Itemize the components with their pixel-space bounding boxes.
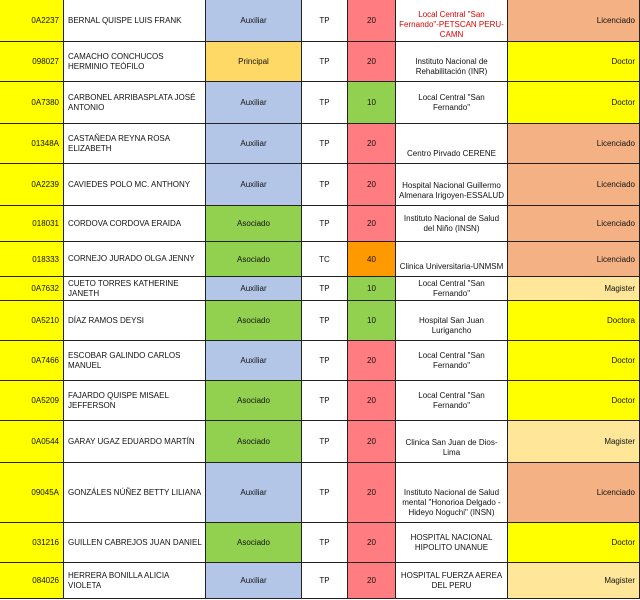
condition-cell: TP <box>302 124 348 164</box>
hours-cell: 40 <box>348 242 396 277</box>
category-cell: Asociado <box>206 206 302 242</box>
institution-cell: Hospital San Juan Lurigancho <box>396 301 508 341</box>
condition-cell: TP <box>302 421 348 463</box>
name-cell: CORDOVA CORDOVA ERAIDA <box>64 206 206 242</box>
table-row <box>0 341 640 381</box>
code-cell: 084026 <box>0 563 64 599</box>
name-cell: CARBONEL ARRIBASPLATA JOSÉ ANTONIO <box>64 82 206 124</box>
hours-cell: 20 <box>348 381 396 421</box>
hours-cell: 20 <box>348 421 396 463</box>
condition-cell: TP <box>302 381 348 421</box>
table-row <box>0 277 640 301</box>
condition-cell: TP <box>302 523 348 563</box>
table-row <box>0 242 640 277</box>
category-cell: Auxiliar <box>206 463 302 523</box>
category-cell: Asociado <box>206 523 302 563</box>
code-cell: 0A7632 <box>0 277 64 301</box>
name-cell: GARAY UGAZ EDUARDO MARTÍN <box>64 421 206 463</box>
code-cell: 098027 <box>0 42 64 82</box>
institution-cell: Instituto Nacional de Salud mental "Honorioa Delgado - Hideyo Noguchi" (INSN) <box>396 463 508 523</box>
grade-cell: Doctor <box>508 523 640 563</box>
code-cell: 0A2237 <box>0 0 64 42</box>
table-row <box>0 42 640 82</box>
grade-cell: Doctor <box>508 82 640 124</box>
institution-cell: Centro Pirvado CERENE <box>396 124 508 164</box>
grade-cell: Licenciado <box>508 0 640 42</box>
institution-cell: Clinica Universitaria-UNMSM <box>396 242 508 277</box>
name-cell: BERNAL QUISPE LUIS FRANK <box>64 0 206 42</box>
condition-cell: TP <box>302 463 348 523</box>
name-cell: CAMACHO CONCHUCOS HERMINIO TEÓFILO <box>64 42 206 82</box>
table-row <box>0 463 640 523</box>
table-row <box>0 124 640 164</box>
condition-cell: TP <box>302 42 348 82</box>
hours-cell: 20 <box>348 463 396 523</box>
institution-cell: Local Central "San Fernando" <box>396 381 508 421</box>
name-cell: GUILLEN CABREJOS JUAN DANIEL <box>64 523 206 563</box>
institution-cell: HOSPITAL NACIONAL HIPOLITO UNANUE <box>396 523 508 563</box>
hours-cell: 20 <box>348 42 396 82</box>
category-cell: Asociado <box>206 242 302 277</box>
name-cell: CASTAÑEDA REYNA ROSA ELIZABETH <box>64 124 206 164</box>
name-cell: FAJARDO QUISPE MISAEL JEFFERSON <box>64 381 206 421</box>
code-cell: 0A7466 <box>0 341 64 381</box>
condition-cell: TP <box>302 82 348 124</box>
code-cell: 09045A <box>0 463 64 523</box>
institution-cell: Hospital Nacional Guillermo Almenara Irigoyen-ESSALUD <box>396 164 508 206</box>
condition-cell: TP <box>302 206 348 242</box>
name-cell: ESCOBAR GALINDO CARLOS MANUEL <box>64 341 206 381</box>
grade-cell: Magister <box>508 277 640 301</box>
institution-cell: HOSPITAL FUERZA AEREA DEL PERU <box>396 563 508 599</box>
name-cell: HERRERA BONILLA ALICIA VIOLETA <box>64 563 206 599</box>
condition-cell: TP <box>302 301 348 341</box>
category-cell: Auxiliar <box>206 124 302 164</box>
name-cell: CUETO TORRES KATHERINE JANETH <box>64 277 206 301</box>
table-row <box>0 301 640 341</box>
condition-cell: TP <box>302 164 348 206</box>
code-cell: 018333 <box>0 242 64 277</box>
condition-cell: TC <box>302 242 348 277</box>
hours-cell: 20 <box>348 523 396 563</box>
grade-cell: Licenciado <box>508 242 640 277</box>
institution-cell: Clinica San Juan de Dios-Lima <box>396 421 508 463</box>
category-cell: Auxiliar <box>206 277 302 301</box>
hours-cell: 20 <box>348 164 396 206</box>
grade-cell: Doctor <box>508 42 640 82</box>
grade-cell: Magister <box>508 421 640 463</box>
grade-cell: Licenciado <box>508 206 640 242</box>
category-cell: Auxiliar <box>206 0 302 42</box>
code-cell: 0A7380 <box>0 82 64 124</box>
condition-cell: TP <box>302 277 348 301</box>
hours-cell: 20 <box>348 206 396 242</box>
category-cell: Auxiliar <box>206 164 302 206</box>
code-cell: 0A5210 <box>0 301 64 341</box>
table-row <box>0 0 640 42</box>
grade-cell: Doctor <box>508 341 640 381</box>
code-cell: 0A2239 <box>0 164 64 206</box>
hours-cell: 10 <box>348 301 396 341</box>
institution-cell: Local Central "San Fernando" <box>396 82 508 124</box>
category-cell: Asociado <box>206 381 302 421</box>
grade-cell: Licenciado <box>508 164 640 206</box>
institution-cell: Instituto Nacional de Rehabilitación (INR) <box>396 42 508 82</box>
condition-cell: TP <box>302 341 348 381</box>
institution-cell: Instituto Nacional de Salud del Niño (INSN) <box>396 206 508 242</box>
code-cell: 01348A <box>0 124 64 164</box>
condition-cell: TP <box>302 563 348 599</box>
category-cell: Auxiliar <box>206 82 302 124</box>
grade-cell: Magister <box>508 563 640 599</box>
code-cell: 031216 <box>0 523 64 563</box>
category-cell: Auxiliar <box>206 341 302 381</box>
category-cell: Principal <box>206 42 302 82</box>
grade-cell: Licenciado <box>508 124 640 164</box>
table-row <box>0 421 640 463</box>
category-cell: Auxiliar <box>206 563 302 599</box>
name-cell: CORNEJO JURADO OLGA JENNY <box>64 242 206 277</box>
institution-cell: Local Central "San Fernando"-PETSCAN PERU-CAMN <box>396 0 508 42</box>
code-cell: 0A0544 <box>0 421 64 463</box>
category-cell: Asociado <box>206 421 302 463</box>
name-cell: DÍAZ RAMOS DEYSI <box>64 301 206 341</box>
table-row <box>0 164 640 206</box>
code-cell: 0A5209 <box>0 381 64 421</box>
table-row <box>0 381 640 421</box>
table-row <box>0 563 640 599</box>
table-row <box>0 206 640 242</box>
hours-cell: 20 <box>348 0 396 42</box>
grade-cell: Doctora <box>508 301 640 341</box>
grade-cell: Doctor <box>508 381 640 421</box>
table-row <box>0 523 640 563</box>
hours-cell: 10 <box>348 82 396 124</box>
hours-cell: 20 <box>348 341 396 381</box>
hours-cell: 20 <box>348 124 396 164</box>
hours-cell: 20 <box>348 563 396 599</box>
condition-cell: TP <box>302 0 348 42</box>
hours-cell: 10 <box>348 277 396 301</box>
name-cell: GONZÁLES NÚÑEZ BETTY LILIANA <box>64 463 206 523</box>
category-cell: Asociado <box>206 301 302 341</box>
table-row <box>0 82 640 124</box>
grade-cell: Licenciado <box>508 463 640 523</box>
name-cell: CAVIEDES POLO MC. ANTHONY <box>64 164 206 206</box>
institution-cell: Local Central "San Fernando" <box>396 341 508 381</box>
institution-cell: Local Central "San Fernando" <box>396 277 508 301</box>
code-cell: 018031 <box>0 206 64 242</box>
